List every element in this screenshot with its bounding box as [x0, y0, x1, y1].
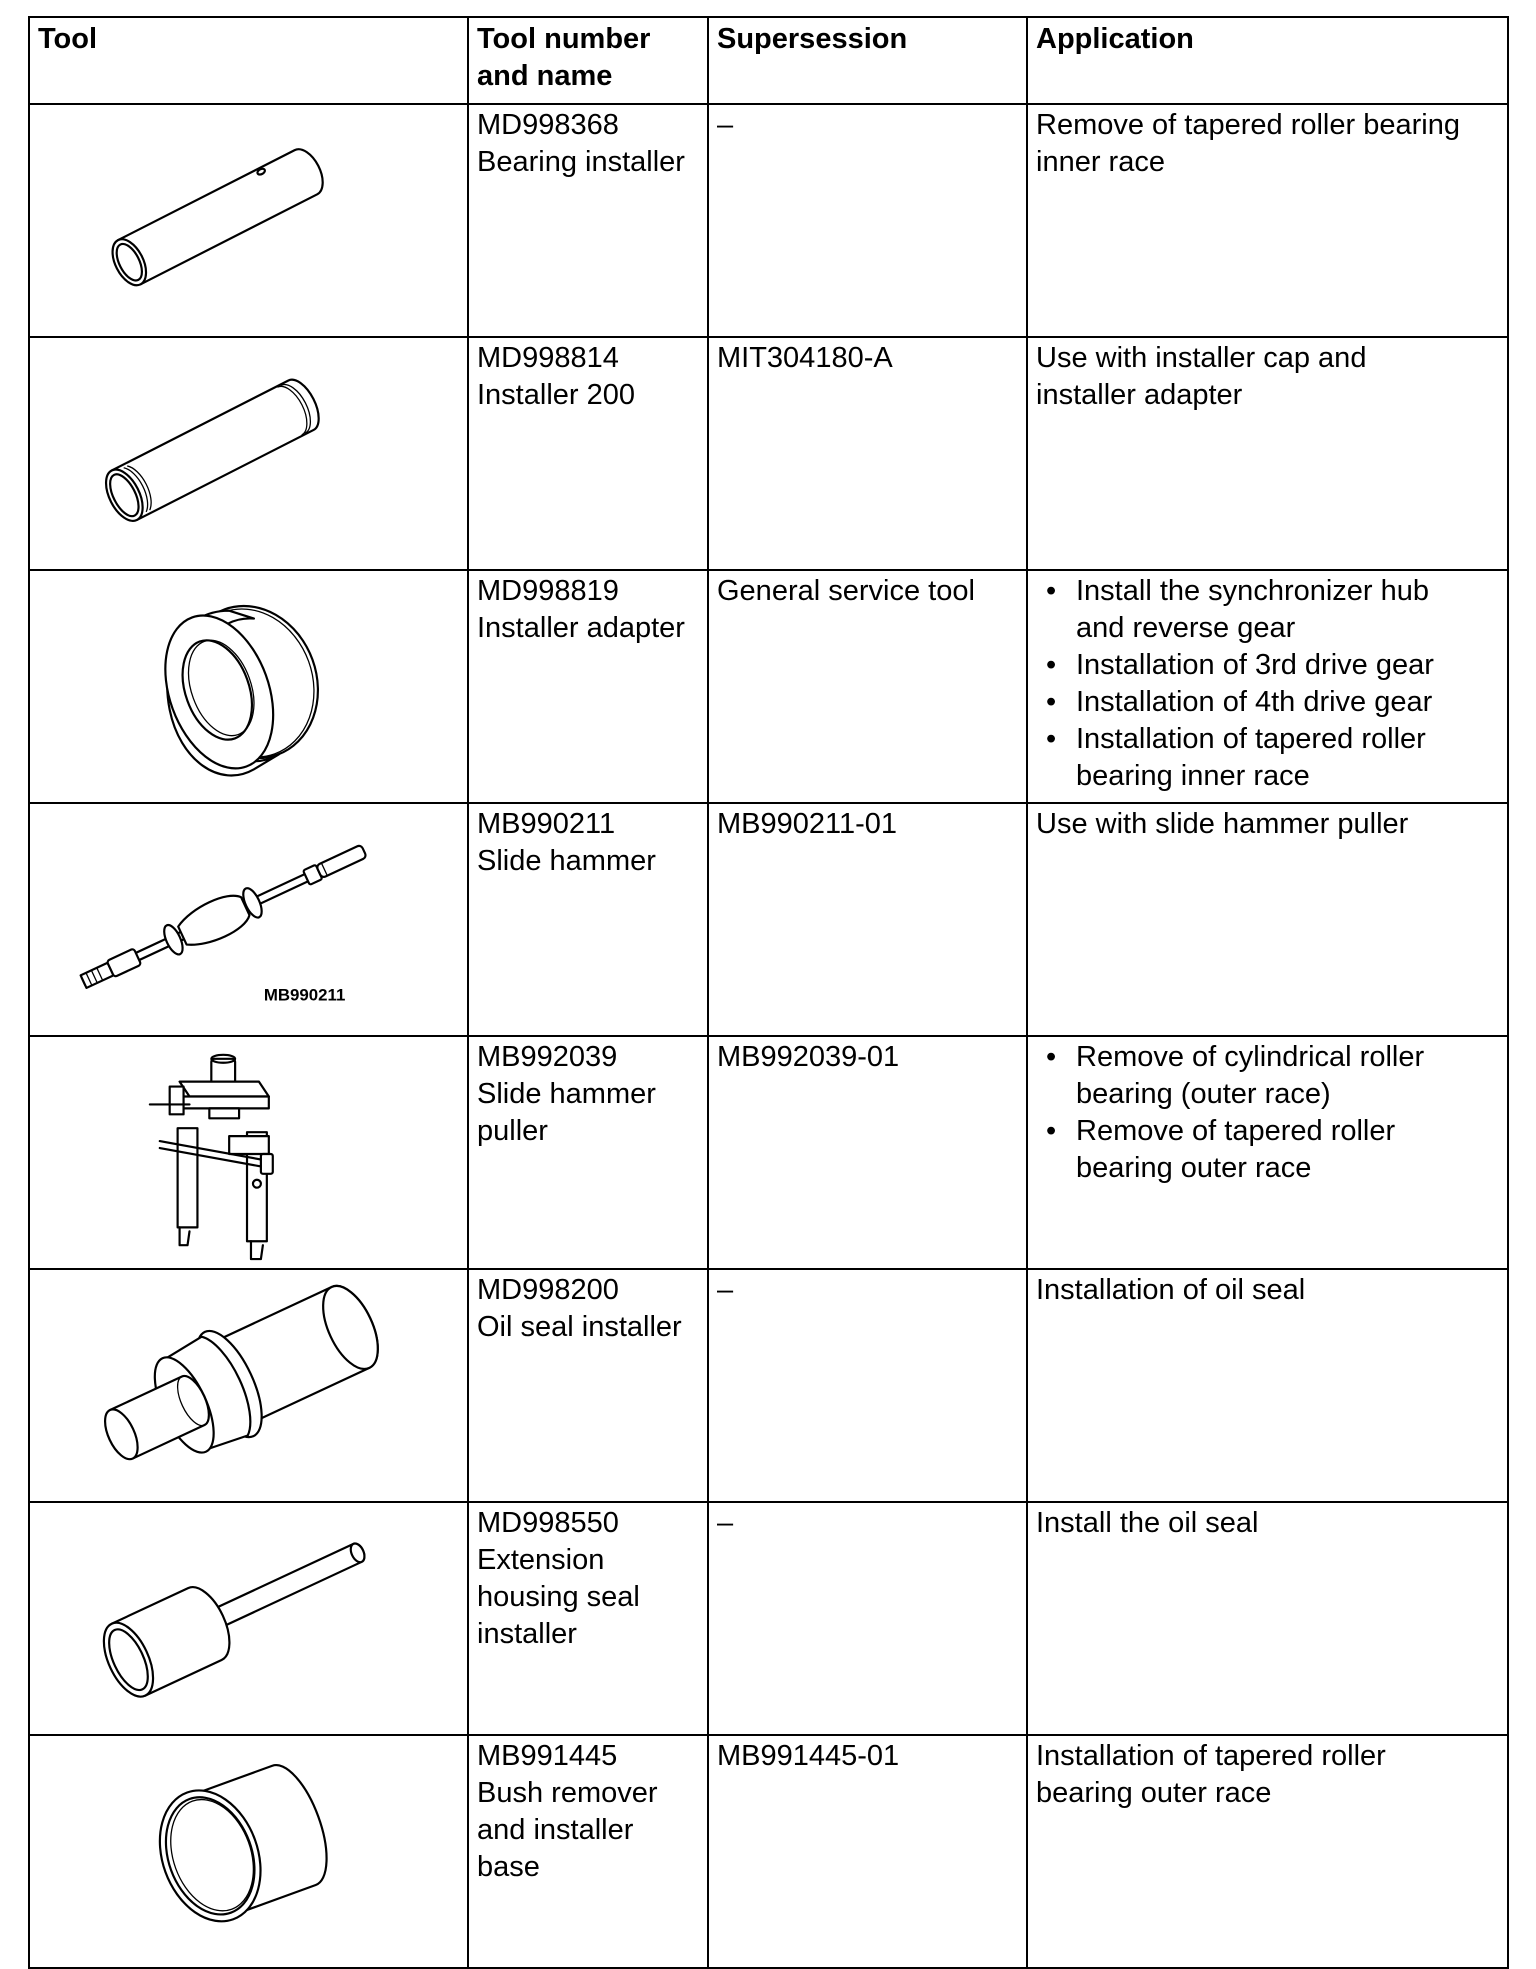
table-row: [29, 337, 1508, 570]
application: [1027, 570, 1508, 803]
supersession: –: [708, 104, 1027, 337]
tool-name: Extension: [477, 1544, 605, 1576]
tool-illustration-cell: [29, 337, 468, 570]
application: Remove of tapered roller bearing inner race: [1027, 104, 1508, 337]
header-tool-number-name: Tool number and name: [468, 17, 708, 104]
header-application: Application: [1027, 17, 1508, 104]
tool-number-name: [468, 1269, 708, 1502]
application: [1027, 1036, 1508, 1269]
table-row: [29, 803, 1508, 1036]
supersession: –: [708, 1269, 1027, 1502]
tool-number: MD998550: [477, 1507, 619, 1539]
tool-illustration-cell: [29, 803, 468, 1036]
tool-number-name: [468, 570, 708, 803]
tool-illustration-cell: [29, 104, 468, 337]
list-item: • Remove of tapered roller bearing outer race: [1036, 1113, 1499, 1187]
tool-number: MD998814: [477, 342, 619, 374]
table-row: [29, 104, 1508, 337]
list-item: • Install the synchronizer hub and reverse gear: [1036, 573, 1499, 647]
tool-number: MD998368: [477, 109, 619, 141]
slide-hammer-illustration: [30, 804, 467, 1035]
tool-number: MB991445: [477, 1740, 618, 1772]
table-row: [29, 1269, 1508, 1502]
tool-number: MB992039: [477, 1041, 618, 1073]
tool-name: Oil seal installer: [477, 1311, 682, 1343]
list-item: • Installation of tapered roller bearing inner race: [1036, 721, 1499, 795]
extension-housing-seal-installer-illustration: [30, 1503, 467, 1734]
list-item: • Installation of 4th drive gear: [1036, 684, 1499, 721]
tool-number-name: MD998550 Extension housing seal installer: [468, 1502, 708, 1735]
application: Installation of oil seal: [1027, 1269, 1508, 1502]
bush-remover-base-illustration: [30, 1736, 467, 1967]
tool-number-name: [468, 337, 708, 570]
application: Use with installer cap and installer adapter: [1027, 337, 1508, 570]
tool-number-name: [468, 104, 708, 337]
header-supersession: Supersession: [708, 17, 1027, 104]
tool-number: MB990211: [477, 808, 616, 840]
supersession: –: [708, 1502, 1027, 1735]
installer-adapter-illustration: [30, 571, 467, 802]
table-row: [29, 1502, 1508, 1735]
tool-number: MD998819: [477, 575, 619, 607]
application-list: [1036, 1039, 1499, 1187]
tool-name: Installer 200: [477, 379, 635, 411]
tool-illustration-cell: [29, 1502, 468, 1735]
table-row: [29, 570, 1508, 803]
tool-name: Installer adapter: [477, 612, 685, 644]
application-list: [1036, 573, 1499, 795]
supersession: MIT304180-A: [708, 337, 1027, 570]
application: Installation of tapered roller bearing outer race: [1027, 1735, 1508, 1968]
tool-number-name: [468, 803, 708, 1036]
tool-name: Slide hammer: [477, 845, 656, 877]
tool-name: Slide hammer: [477, 1078, 656, 1110]
tool-number-name: MB992039 Slide hammer puller: [468, 1036, 708, 1269]
application: Use with slide hammer puller: [1027, 803, 1508, 1036]
tool-number: MD998200: [477, 1274, 619, 1306]
table-row: [29, 1036, 1508, 1269]
special-tools-table: [28, 16, 1509, 1969]
tool-illustration-cell: [29, 1735, 468, 1968]
table-row: [29, 1735, 1508, 1968]
list-item: • Remove of cylindrical roller bearing (outer race): [1036, 1039, 1499, 1113]
slide-hammer-label: MB990211: [263, 985, 346, 1005]
tool-name: Bush remover: [477, 1777, 658, 1809]
supersession: MB990211-01: [708, 803, 1027, 1036]
tool-number-name: MB991445 Bush remover and installer base: [468, 1735, 708, 1968]
supersession: MB991445-01: [708, 1735, 1027, 1968]
list-item: • Installation of 3rd drive gear: [1036, 647, 1499, 684]
application: Install the oil seal: [1027, 1502, 1508, 1735]
tool-illustration-cell: [29, 1036, 468, 1269]
supersession: General service tool: [708, 570, 1027, 803]
oil-seal-installer-illustration: [30, 1270, 467, 1501]
tool-name: Bearing installer: [477, 146, 685, 178]
slide-hammer-puller-illustration: [30, 1037, 467, 1268]
bearing-installer-illustration: [30, 105, 467, 336]
tool-illustration-cell: [29, 570, 468, 803]
table-header-row: [29, 17, 1508, 104]
header-tool: Tool: [29, 17, 468, 104]
tool-illustration-cell: [29, 1269, 468, 1502]
supersession: MB992039-01: [708, 1036, 1027, 1269]
installer-200-illustration: [30, 338, 467, 569]
